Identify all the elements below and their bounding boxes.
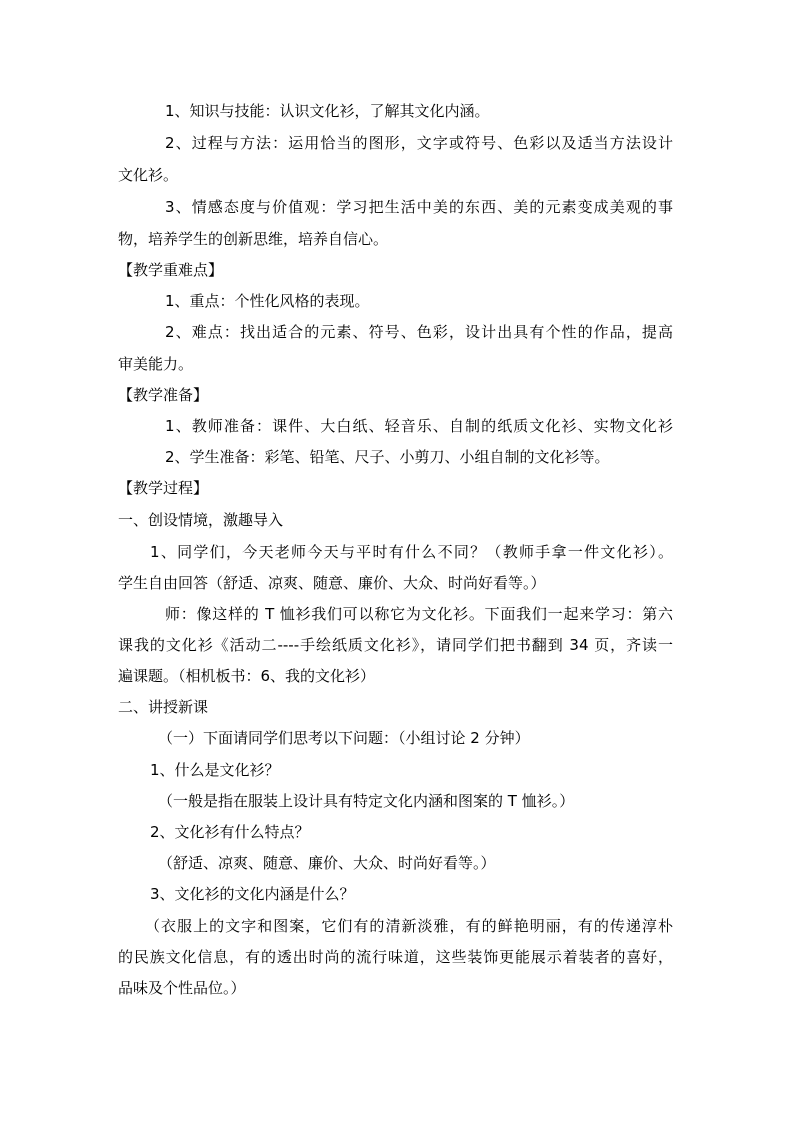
difficult-point-cont: 审美能力。	[118, 355, 194, 373]
objective-process-cont: 文化衫。	[118, 166, 179, 184]
answer-two: （舒适、凉爽、随意、廉价、大众、时尚好看等。）	[158, 854, 496, 872]
student-preparation: 2、学生准备：彩笔、铅笔、尺子、小剪刀、小组自制的文化衫等。	[165, 448, 610, 466]
teacher-speech: 师：像这样的 T 恤衫我们可以称它为文化衫。下面我们一起来学习：第六	[165, 605, 673, 623]
key-point: 1、重点：个性化风格的表现。	[165, 292, 370, 310]
section-one-title: 一、创设情境，激趣导入	[118, 511, 284, 529]
teacher-preparation: 1、教师准备：课件、大白纸、轻音乐、自制的纸质文化衫、实物文化衫	[165, 417, 673, 435]
discussion-prompt: （一）下面请同学们思考以下问题：（小组讨论 2 分钟）	[158, 729, 530, 747]
question-two: 2、文化衫有什么特点？	[150, 823, 310, 841]
answer-three: （衣服上的文字和图案，它们有的清新淡雅，有的鲜艳明丽，有的传递淳朴	[145, 917, 673, 935]
objective-attitude-cont: 物，培养学生的创新思维，培养自信心。	[118, 230, 389, 248]
heading-process: 【教学过程】	[118, 479, 209, 497]
intro-question: 1、同学们，今天老师今天与平时有什么不同？（教师手拿一件文化衫）。	[150, 543, 673, 561]
teacher-speech-end: 遍课题。（相机板书：6、我的文化衫）	[118, 667, 376, 685]
objective-process: 2、过程与方法：运用恰当的图形，文字或符号、色彩以及适当方法设计	[165, 134, 673, 152]
section-two-title: 二、讲授新课	[118, 698, 209, 716]
answer-one: （一般是指在服装上设计具有特定文化内涵和图案的 T 恤衫。）	[158, 792, 575, 810]
answer-three-end: 品味及个性品位。）	[118, 979, 246, 997]
intro-answer: 学生自由回答（舒适、凉爽、随意、廉价、大众、时尚好看等。）	[118, 574, 546, 592]
teacher-speech-cont: 课我的文化衫《活动二----手绘纸质文化衫》，请同学们把书翻到 34 页，齐读一	[118, 636, 673, 654]
heading-key-points: 【教学重难点】	[118, 261, 224, 279]
objective-attitude: 3、情感态度与价值观：学习把生活中美的东西、美的元素变成美观的事	[165, 198, 673, 216]
objective-knowledge: 1、知识与技能：认识文化衫，了解其文化内涵。	[165, 102, 490, 120]
answer-three-cont: 的民族文化信息，有的透出时尚的流行味道，这些装饰更能展示着装者的喜好，	[118, 948, 673, 966]
question-one: 1、什么是文化衫？	[150, 761, 280, 779]
question-three: 3、文化衫的文化内涵是什么？	[150, 885, 355, 903]
difficult-point: 2、难点：找出适合的元素、符号、色彩，设计出具有个性的作品，提高	[165, 323, 673, 341]
heading-preparation: 【教学准备】	[118, 386, 209, 404]
